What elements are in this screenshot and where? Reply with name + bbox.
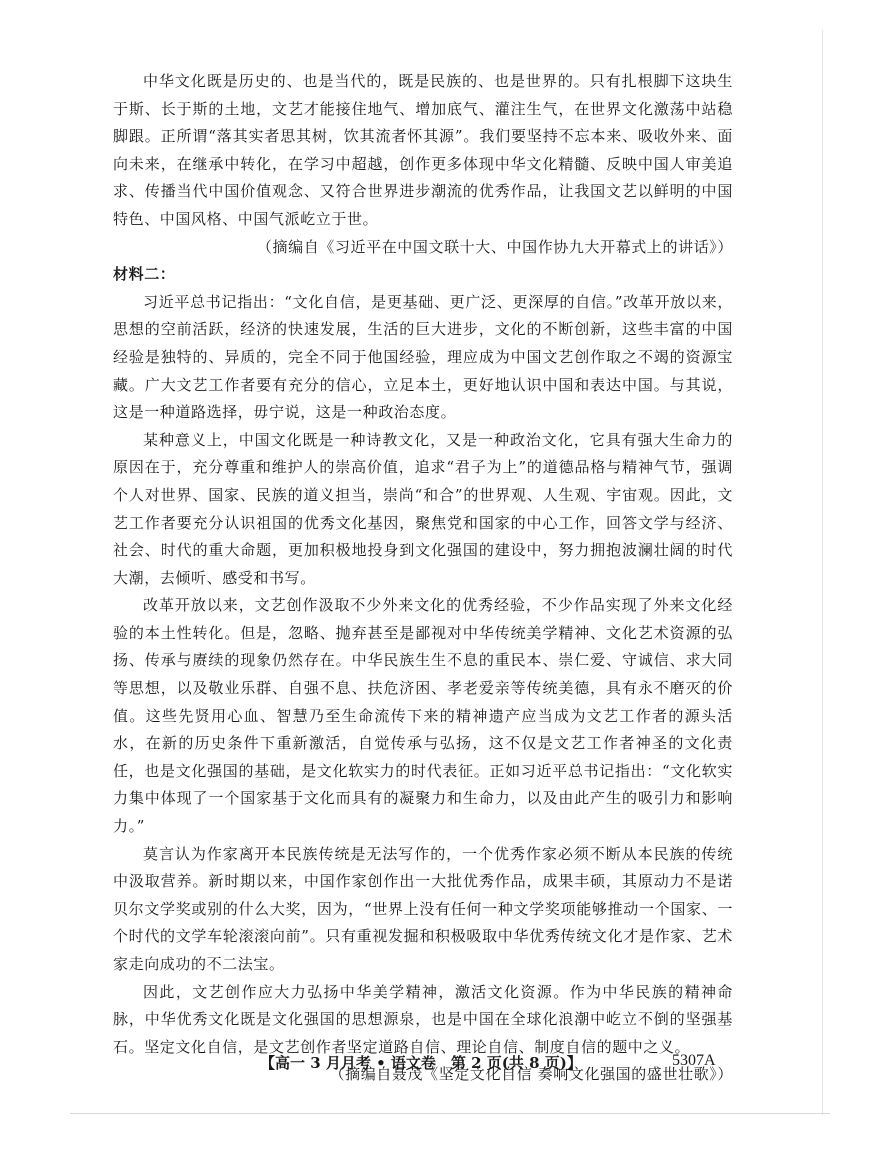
paragraph-2: 某种意义上，中国文化既是一种诗教文化，又是一种政治文化，它具有强大生命力的原因在于，充分尊重和维护人的崇高价值，追求“君子为上”的道德品格与精神气节，强调个人对世界、国家、民族的道义担当，崇尚“和合”的世界观、人生观、宇宙观。因此，文艺工作者要充分认识祖国的优秀文化基因，聚焦党和国家的中心工作，回答文学与经济、社会、时代的重大命题，更加积极地投身到文化强国的建设中，努力拥抱波澜壮阔的时代大潮，去倾听、感受和书写。 — [113, 430, 733, 587]
footer-page-info: 【高一 3 月月考 • 语文卷 第 2 页(共 8 页)】 — [260, 1054, 582, 1072]
page-footer — [0, 1052, 892, 1076]
paragraph-4: 莫言认为作家离开本民族传统是无法写作的，一个优秀作家必须不断从本民族的传统中汲取营养。新时期以来，中国作家创作出一大批优秀作品，成果丰硕，其原动力不是诺贝尔文学奖或别的什么大奖，因为，“世界上没有任何一种文学奖项能够推动一个国家、一个时代的文学车轮滚滚向前”。只有重视发掘和积极吸取中华优秀传统文化才是作家、艺术家走向成功的不二法宝。 — [113, 844, 733, 973]
paragraph-1: 习近平总书记指出：“文化自信，是更基础、更广泛、更深厚的自信。”改革开放以来，思想的空前活跃，经济的快速发展，生活的巨大进步，文化的不断创新，这些丰富的中国经验是独特的、异质的，完全不同于他国经验，理应成为中国文艺创作取之不竭的资源宝藏。广大文艺工作者要有充分的信心，立足本土，更好地认识中国和表达中国。与其说，这是一种道路选择，毋宁说，这是一种政治态度。 — [113, 292, 733, 422]
intro-paragraph: 中华文化既是历史的、也是当代的，既是民族的、也是世界的。只有扎根脚下这块生于斯、长于斯的土地，文艺才能接住地气、增加底气、灌注生气，在世界文化激荡中站稳脚跟。正所谓“落其实者思其树，饮其流者怀其源”。我们要坚持不忘本来、吸收外来、面向未来，在继承中转化，在学习中超越，创作更多体现中华文化精髓、反映中国人审美追求、传播当代中国价值观念、又符合世界进步潮流的优秀作品，让我国文艺以鲜明的中国特色、中国风格、中国气派屹立于世。 — [113, 72, 733, 228]
source-citation-2: （摘编自聂茂《坚定文化自信 奏响文化强国的盛世壮歌》） — [329, 1065, 733, 1084]
material-2-heading: 材料二： — [113, 265, 176, 284]
text-body — [113, 68, 733, 1089]
page-bottom-edge — [70, 1113, 830, 1114]
page-edge — [822, 30, 823, 1115]
paragraph-3: 改革开放以来，文艺创作汲取不少外来文化的优秀经验，不少作品实现了外来文化经验的本土性转化。但是，忽略、抛弃甚至是鄙视对中华传统美学精神、文化艺术资源的弘扬、传承与赓续的现象仍然存在。中华民族生生不息的重民本、崇仁爱、守诚信、求大同等思想，以及敬业乐群、自强不息、扶危济困、孝老爱亲等传统美德，具有永不磨灭的价值。这些先贤用心血、智慧乃至生命流传下来的精神遗产应当成为文艺工作者的源头活水，在新的历史条件下重新激活，自觉传承与弘扬，这不仅是文艺工作者神圣的文化责任，也是文化强国的基础，是文化软实力的时代表征。正如习近平总书记指出：“文化软实力集中体现了一个国家基于文化而具有的凝聚力和生命力，以及由此产生的吸引力和影响力。” — [113, 596, 733, 836]
footer-exam-code: 5307A — [672, 1052, 716, 1069]
paragraph-5: 因此，文艺创作应大力弘扬中华美学精神，激活文化资源。作为中华民族的精神命脉，中华优秀文化既是文化强国的思想源泉，也是中国在全球化浪潮中屹立不倒的坚强基石。坚定文化自信，是文艺创作者坚定道路自信、理论自信、制度自信的题中之义。 — [113, 982, 733, 1056]
source-citation-1: （摘编自《习近平在中国文联十大、中国作协九大开幕式上的讲话》） — [256, 237, 733, 256]
